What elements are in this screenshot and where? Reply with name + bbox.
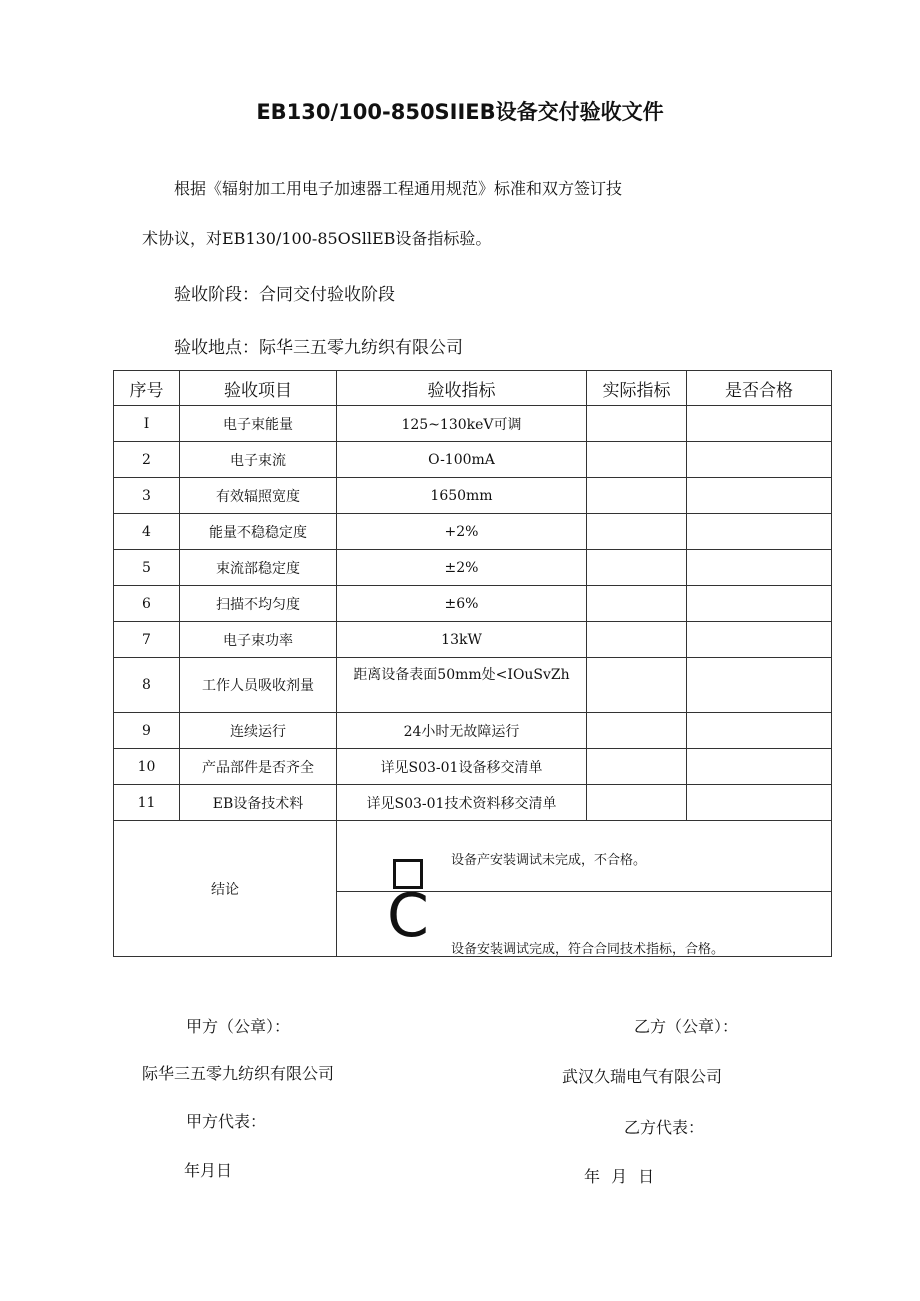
- table-header-row: [114, 371, 832, 406]
- row-spec: ±6%: [337, 586, 587, 622]
- row-no: 7: [114, 622, 180, 658]
- row-pass[interactable]: [687, 658, 832, 713]
- conclusion-pass-option: [337, 891, 831, 956]
- row-spec: 距离设备表面50mm处<IOuSvZh: [337, 658, 587, 713]
- row-item: 电子束功率: [180, 622, 337, 658]
- conclusion-label: 结论: [114, 821, 337, 957]
- table-row: [114, 442, 832, 478]
- row-spec: +2%: [337, 514, 587, 550]
- row-item: 连续运行: [180, 713, 337, 749]
- row-item: 电子束流: [180, 442, 337, 478]
- row-item: 电子束能量: [180, 406, 337, 442]
- row-no: 5: [114, 550, 180, 586]
- row-item: 产品部件是否齐全: [180, 749, 337, 785]
- row-no: 9: [114, 713, 180, 749]
- row-actual[interactable]: [587, 478, 687, 514]
- acceptance-location: [174, 333, 463, 358]
- row-actual[interactable]: [587, 514, 687, 550]
- table-row: [114, 406, 832, 442]
- header-item: 验收项目: [180, 371, 337, 406]
- acceptance-stage: [174, 280, 395, 305]
- conclusion-options: [337, 821, 832, 957]
- party-a-seal: 甲方（公章）：: [186, 1017, 291, 1036]
- row-pass[interactable]: [687, 586, 832, 622]
- party-b-date: 年 月 日: [584, 1167, 655, 1186]
- row-item: 束流部稳定度: [180, 550, 337, 586]
- header-actual: 实际指标: [587, 371, 687, 406]
- unchecked-box-icon[interactable]: [393, 859, 423, 889]
- row-no: 4: [114, 514, 180, 550]
- row-actual[interactable]: [587, 749, 687, 785]
- party-a-representative: 甲方代表：: [186, 1112, 267, 1131]
- row-actual[interactable]: [587, 622, 687, 658]
- row-spec: 详见S03-01技术资料移交清单: [337, 785, 587, 821]
- party-a-date: 年月日: [184, 1161, 233, 1180]
- row-spec: 24小时无故障运行: [337, 713, 587, 749]
- row-no: 6: [114, 586, 180, 622]
- row-actual[interactable]: [587, 785, 687, 821]
- intro-line-1: 根据《辐射加工用电子加速器工程通用规范》标准和双方签订技: [174, 179, 623, 198]
- acceptance-table: [113, 370, 832, 957]
- row-spec: O-100mA: [337, 442, 587, 478]
- row-pass[interactable]: [687, 749, 832, 785]
- row-item: 能量不稳稳定度: [180, 514, 337, 550]
- row-pass[interactable]: [687, 514, 832, 550]
- table-row: [114, 550, 832, 586]
- row-item: 工作人员吸收剂量: [180, 658, 337, 713]
- row-pass[interactable]: [687, 622, 832, 658]
- row-spec: 13kW: [337, 622, 587, 658]
- row-actual[interactable]: [587, 658, 687, 713]
- document-title: EB130/100-850SIIEB设备交付验收文件: [256, 100, 664, 124]
- stage-value: 合同交付验收阶段: [259, 285, 395, 305]
- pass-mark[interactable]: C: [387, 891, 429, 951]
- fail-text: 设备产安装调试未完成，不合格。: [451, 853, 647, 868]
- row-item: EB设备技术料: [180, 785, 337, 821]
- row-no: 2: [114, 442, 180, 478]
- row-pass[interactable]: [687, 785, 832, 821]
- header-no: 序号: [114, 371, 180, 406]
- table-row: [114, 622, 832, 658]
- party-a-company: 际华三五零九纺织有限公司: [142, 1064, 335, 1083]
- row-no: 8: [114, 658, 180, 713]
- intro-line-2: 术协议，对EB130/100-85OSllEB设备指标验。: [142, 229, 492, 248]
- header-spec: 验收指标: [337, 371, 587, 406]
- table-row: [114, 586, 832, 622]
- party-b-company: 武汉久瑞电气有限公司: [562, 1067, 723, 1086]
- location-label: 验收地点：: [174, 338, 259, 358]
- location-value: 际华三五零九纺织有限公司: [259, 338, 463, 358]
- table-row: [114, 785, 832, 821]
- stage-label: 验收阶段：: [174, 285, 259, 305]
- row-pass[interactable]: [687, 713, 832, 749]
- row-pass[interactable]: [687, 406, 832, 442]
- row-pass[interactable]: [687, 478, 832, 514]
- pass-text: 设备安装调试完成，符合合同技术指标，合格。: [451, 942, 725, 956]
- row-spec: 125~130keV可调: [337, 406, 587, 442]
- party-b-representative: 乙方代表：: [624, 1118, 705, 1137]
- row-no: I: [114, 406, 180, 442]
- row-item: 有效辐照宽度: [180, 478, 337, 514]
- party-b-seal: 乙方（公章）：: [634, 1017, 739, 1036]
- row-spec: ±2%: [337, 550, 587, 586]
- conclusion-row: [114, 821, 832, 957]
- row-actual[interactable]: [587, 550, 687, 586]
- row-no: 3: [114, 478, 180, 514]
- conclusion-fail-option: [337, 821, 831, 891]
- table-row: [114, 749, 832, 785]
- table-row: [114, 658, 832, 713]
- row-pass[interactable]: [687, 550, 832, 586]
- row-item: 扫描不均匀度: [180, 586, 337, 622]
- row-pass[interactable]: [687, 442, 832, 478]
- row-actual[interactable]: [587, 713, 687, 749]
- table-row: [114, 478, 832, 514]
- row-actual[interactable]: [587, 586, 687, 622]
- row-spec: 1650mm: [337, 478, 587, 514]
- row-no: 11: [114, 785, 180, 821]
- header-pass: 是否合格: [687, 371, 832, 406]
- table-row: [114, 514, 832, 550]
- row-no: 10: [114, 749, 180, 785]
- row-spec: 详见S03-01设备移交清单: [337, 749, 587, 785]
- row-actual[interactable]: [587, 442, 687, 478]
- table-row: [114, 713, 832, 749]
- row-actual[interactable]: [587, 406, 687, 442]
